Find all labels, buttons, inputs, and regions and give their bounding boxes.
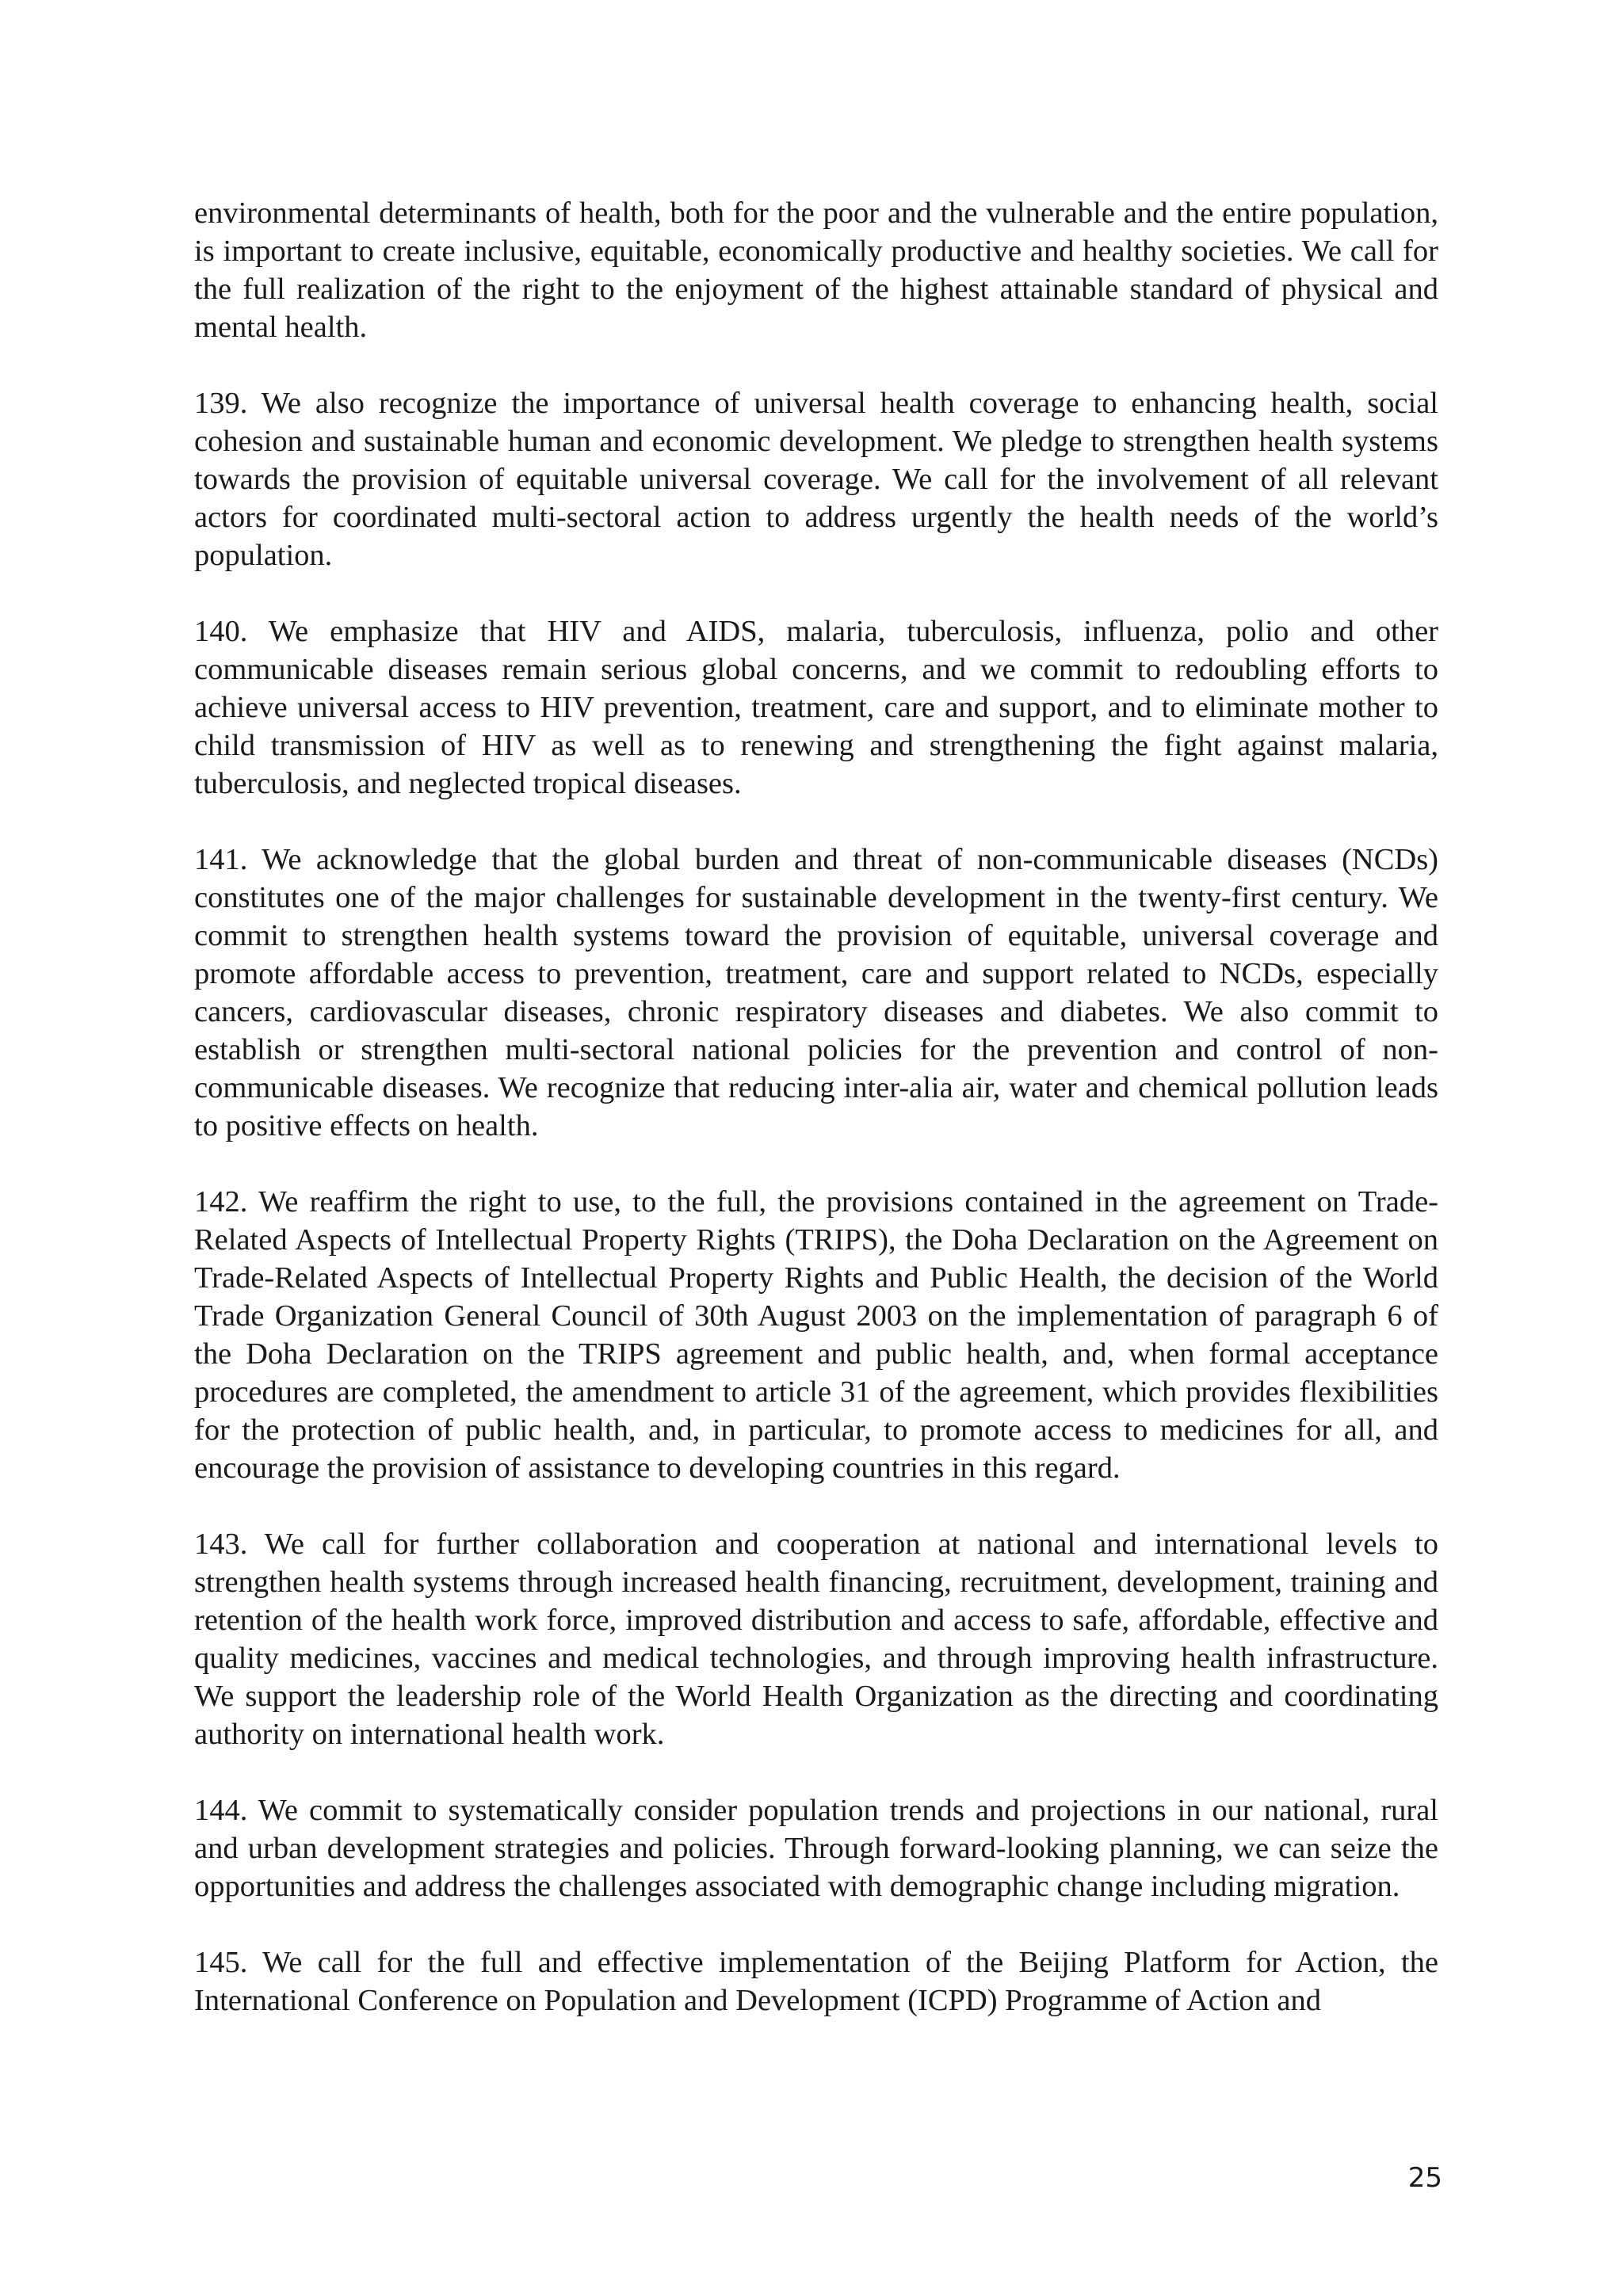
paragraph-142: 142. We reaffirm the right to use, to the full, the provisions contained in the agreement on Trade-Related Aspects of Intellectual Property Rights (TRIPS), the Doha Declaration on the Agreement on Trade-Related Aspects of Intellectual Property Rights and Public Health, the decision of the World Trade Organization General Council of 30th August 2003 on the implementation of paragraph 6 of the Doha Declaration on the TRIPS agreement and public health, and, when formal acceptance procedures are completed, the amendment to article 31 of the agreement, which provides flexibilities for the protection of public health, and, in particular, to promote access to medicines for all, and encourage the provision of assistance to developing countries in this regard. <box>194 1185 1438 1485</box>
page-number: 25 <box>1407 2162 1442 2194</box>
paragraph-139: 139. We also recognize the importance of universal health coverage to enhancing health, social cohesion and sustainable human and economic development. We pledge to strengthen health systems towards the provision of equitable universal coverage. We call for the involvement of all relevant actors for coordinated multi-sectoral action to address urgently the health needs of the world’s population. <box>194 387 1438 572</box>
document-body <box>194 194 1438 2019</box>
paragraph-141: 141. We acknowledge that the global burden and threat of non-communicable diseases (NCDs) constitutes one of the major challenges for sustainable development in the twenty-first century. We commit to strengthen health systems toward the provision of equitable, universal coverage and promote affordable access to prevention, treatment, care and support related to NCDs, especially cancers, cardiovascular diseases, chronic respiratory diseases and diabetes. We also commit to establish or strengthen multi-sectoral national policies for the prevention and control of non-communicable diseases. We recognize that reducing inter-alia air, water and chemical pollution leads to positive effects on health. <box>194 843 1438 1142</box>
paragraph-144: 144. We commit to systematically consider population trends and projections in our national, rural and urban development strategies and policies. Through forward-looking planning, we can seize the opportunities and address the challenges associated with demographic change including migration. <box>194 1794 1438 1903</box>
paragraph-145: 145. We call for the full and effective implementation of the Beijing Platform for Action, the International Conference on Population and Development (ICPD) Programme of Action and <box>194 1946 1438 2017</box>
paragraph-continuation: environmental determinants of health, both for the poor and the vulnerable and the entire population, is important to create inclusive, equitable, economically productive and healthy societies. We call for the full realization of the right to the enjoyment of the highest attainable standard of physical and mental health. <box>194 196 1438 344</box>
paragraph-140: 140. We emphasize that HIV and AIDS, malaria, tuberculosis, influenza, polio and other communicable diseases remain serious global concerns, and we commit to redoubling efforts to achieve universal access to HIV prevention, treatment, care and support, and to eliminate mother to child transmission of HIV as well as to renewing and strengthening the fight against malaria, tuberculosis, and neglected tropical diseases. <box>194 615 1438 800</box>
paragraph-143: 143. We call for further collaboration and cooperation at national and international levels to strengthen health systems through increased health financing, recruitment, development, training and retention of the health work force, improved distribution and access to safe, affordable, effective and quality medicines, vaccines and medical technologies, and through improving health infrastructure. We support the leadership role of the World Health Organization as the directing and coordinating authority on international health work. <box>194 1527 1438 1751</box>
